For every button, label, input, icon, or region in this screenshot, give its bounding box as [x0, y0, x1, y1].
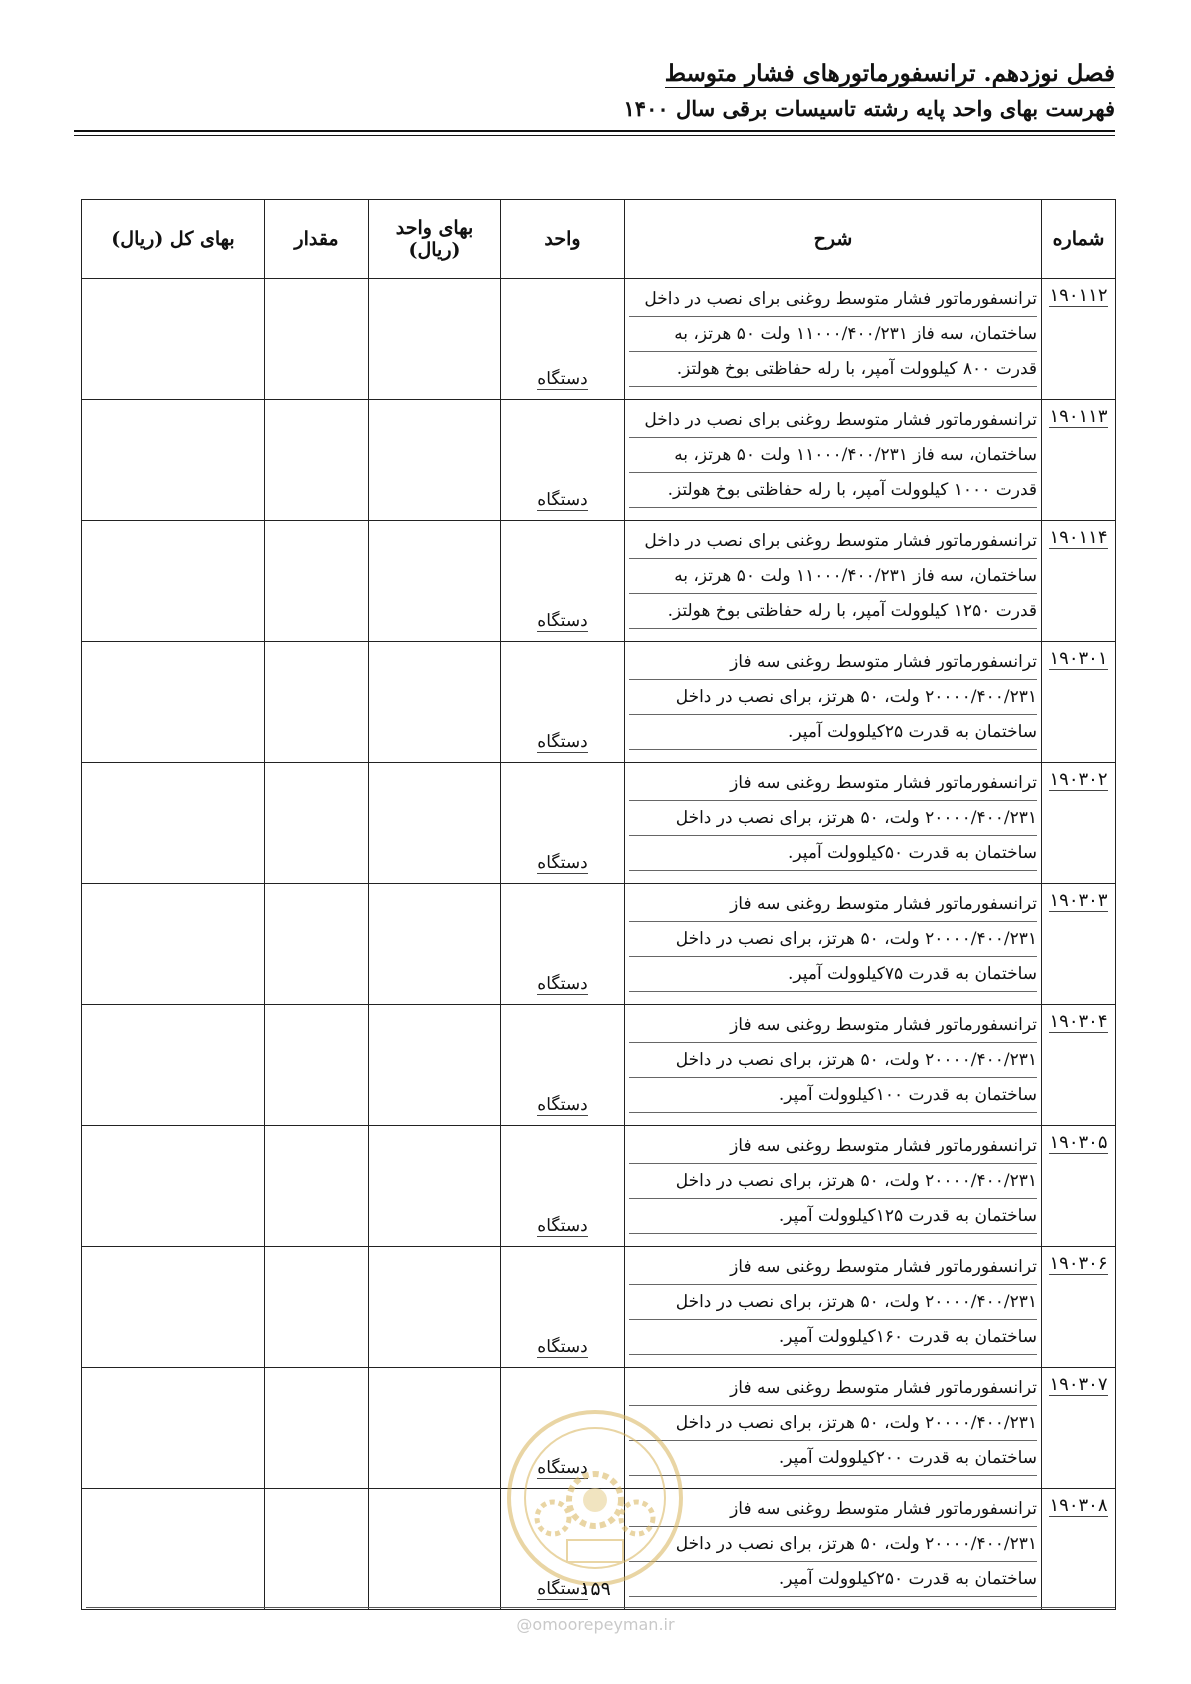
description-line: ترانسفورماتور فشار متوسط روغنی برای نصب در داخل	[629, 282, 1037, 317]
item-unit-price-cell	[369, 1126, 501, 1247]
table-row	[82, 279, 1116, 400]
description-line: قدرت ۱۰۰۰ کیلوولت آمپر، با رله حفاظتی بوخ هولتز.	[629, 473, 1037, 508]
item-description	[625, 521, 1042, 642]
description-line: ساختمان به قدرت ۷۵کیلوولت آمپر.	[629, 957, 1037, 992]
item-qty-cell	[265, 1368, 369, 1489]
description-line: ۲۰۰۰۰/۴۰۰/۲۳۱ ولت، ۵۰ هرتز، برای نصب در داخل	[629, 1043, 1037, 1078]
description-line: ترانسفورماتور فشار متوسط روغنی سه فاز	[629, 887, 1037, 922]
item-unit-price-cell	[369, 884, 501, 1005]
description-line: ۲۰۰۰۰/۴۰۰/۲۳۱ ولت، ۵۰ هرتز، برای نصب در داخل	[629, 922, 1037, 957]
item-unit-price-cell	[369, 1005, 501, 1126]
table-row	[82, 1126, 1116, 1247]
item-code: ۱۹۰۱۱۴	[1042, 521, 1116, 642]
chapter-title: فصل نوزدهم. ترانسفورماتورهای فشار متوسط	[664, 60, 1115, 87]
table-row	[82, 884, 1116, 1005]
item-unit: دستگاه	[501, 642, 625, 763]
price-table	[81, 199, 1116, 1610]
description-line: ساختمان، سه فاز ۱۱۰۰۰/۴۰۰/۲۳۱ ولت ۵۰ هرتز، به	[629, 317, 1037, 352]
item-unit-price-cell	[369, 1247, 501, 1368]
description-line: ساختمان به قدرت ۱۲۵کیلوولت آمپر.	[629, 1199, 1037, 1234]
page-number: ۱۵۹	[580, 1578, 611, 1600]
description-line: ترانسفورماتور فشار متوسط روغنی سه فاز	[629, 1129, 1037, 1164]
item-total-cell	[82, 1126, 265, 1247]
item-qty-cell	[265, 279, 369, 400]
item-qty-cell	[265, 763, 369, 884]
col-header-code: شماره	[1042, 200, 1116, 279]
table-row	[82, 400, 1116, 521]
item-unit: دستگاه	[501, 400, 625, 521]
header-rule-thick	[74, 130, 1115, 132]
item-unit: دستگاه	[501, 279, 625, 400]
item-unit: دستگاه	[501, 1489, 625, 1610]
item-total-cell	[82, 1368, 265, 1489]
item-total-cell	[82, 1247, 265, 1368]
item-code: ۱۹۰۳۰۳	[1042, 884, 1116, 1005]
item-unit: دستگاه	[501, 1368, 625, 1489]
table-row	[82, 1005, 1116, 1126]
description-line: ترانسفورماتور فشار متوسط روغنی سه فاز	[629, 645, 1037, 680]
description-line: ساختمان به قدرت ۱۶۰کیلوولت آمپر.	[629, 1320, 1037, 1355]
item-description	[625, 279, 1042, 400]
description-line: ۲۰۰۰۰/۴۰۰/۲۳۱ ولت، ۵۰ هرتز، برای نصب در داخل	[629, 1527, 1037, 1562]
item-qty-cell	[265, 1005, 369, 1126]
description-line: ساختمان به قدرت ۲۰۰کیلوولت آمپر.	[629, 1441, 1037, 1476]
item-description	[625, 1247, 1042, 1368]
item-code: ۱۹۰۳۰۶	[1042, 1247, 1116, 1368]
list-title: فهرست بهای واحد پایه رشته تاسیسات برقی سال ۱۴۰۰	[623, 96, 1115, 121]
item-unit: دستگاه	[501, 1005, 625, 1126]
description-line: ترانسفورماتور فشار متوسط روغنی سه فاز	[629, 1008, 1037, 1043]
description-line: ترانسفورماتور فشار متوسط روغنی سه فاز	[629, 1371, 1037, 1406]
description-line: ساختمان به قدرت ۲۵۰کیلوولت آمپر.	[629, 1562, 1037, 1597]
item-qty-cell	[265, 884, 369, 1005]
description-line: ساختمان، سه فاز ۱۱۰۰۰/۴۰۰/۲۳۱ ولت ۵۰ هرتز، به	[629, 438, 1037, 473]
item-total-cell	[82, 279, 265, 400]
item-unit-price-cell	[369, 1368, 501, 1489]
item-total-cell	[82, 1005, 265, 1126]
item-description	[625, 884, 1042, 1005]
col-header-unit: واحد	[501, 200, 625, 279]
item-total-cell	[82, 400, 265, 521]
item-qty-cell	[265, 1126, 369, 1247]
item-unit: دستگاه	[501, 1247, 625, 1368]
item-code: ۱۹۰۳۰۵	[1042, 1126, 1116, 1247]
header-rule-thin	[74, 135, 1115, 136]
item-code: ۱۹۰۳۰۲	[1042, 763, 1116, 884]
table-row	[82, 642, 1116, 763]
item-unit-price-cell	[369, 642, 501, 763]
description-line: قدرت ۱۲۵۰ کیلوولت آمپر، با رله حفاظتی بوخ هولتز.	[629, 594, 1037, 629]
item-code: ۱۹۰۱۱۳	[1042, 400, 1116, 521]
description-line: ۲۰۰۰۰/۴۰۰/۲۳۱ ولت، ۵۰ هرتز، برای نصب در داخل	[629, 1406, 1037, 1441]
description-line: ترانسفورماتور فشار متوسط روغنی سه فاز	[629, 1250, 1037, 1285]
table-row	[82, 1247, 1116, 1368]
description-line: ساختمان به قدرت ۲۵کیلوولت آمپر.	[629, 715, 1037, 750]
description-line: ساختمان به قدرت ۱۰۰کیلوولت آمپر.	[629, 1078, 1037, 1113]
description-line: ساختمان به قدرت ۵۰کیلوولت آمپر.	[629, 836, 1037, 871]
item-qty-cell	[265, 1247, 369, 1368]
item-unit: دستگاه	[501, 1126, 625, 1247]
description-line: ترانسفورماتور فشار متوسط روغنی برای نصب در داخل	[629, 524, 1037, 559]
item-unit-price-cell	[369, 400, 501, 521]
description-line: قدرت ۸۰۰ کیلوولت آمپر، با رله حفاظتی بوخ هولتز.	[629, 352, 1037, 387]
item-unit-price-cell	[369, 763, 501, 884]
col-header-unit-price: بهای واحد (ریال)	[369, 200, 501, 279]
item-total-cell	[82, 763, 265, 884]
item-unit-price-cell	[369, 279, 501, 400]
col-header-qty: مقدار	[265, 200, 369, 279]
item-unit: دستگاه	[501, 763, 625, 884]
description-line: ۲۰۰۰۰/۴۰۰/۲۳۱ ولت، ۵۰ هرتز، برای نصب در داخل	[629, 1285, 1037, 1320]
col-header-desc: شرح	[625, 200, 1042, 279]
description-line: ترانسفورماتور فشار متوسط روغنی سه فاز	[629, 1492, 1037, 1527]
item-qty-cell	[265, 400, 369, 521]
item-code: ۱۹۰۳۰۷	[1042, 1368, 1116, 1489]
table-header-row	[82, 200, 1116, 279]
item-code: ۱۹۰۳۰۱	[1042, 642, 1116, 763]
footer-rule	[86, 1607, 1115, 1608]
item-unit-price-cell	[369, 521, 501, 642]
description-line: ۲۰۰۰۰/۴۰۰/۲۳۱ ولت، ۵۰ هرتز، برای نصب در داخل	[629, 801, 1037, 836]
item-code: ۱۹۰۱۱۲	[1042, 279, 1116, 400]
item-description	[625, 1126, 1042, 1247]
item-code: ۱۹۰۳۰۴	[1042, 1005, 1116, 1126]
description-line: ۲۰۰۰۰/۴۰۰/۲۳۱ ولت، ۵۰ هرتز، برای نصب در داخل	[629, 1164, 1037, 1199]
col-header-total: بهای کل (ریال)	[82, 200, 265, 279]
description-line: ترانسفورماتور فشار متوسط روغنی سه فاز	[629, 766, 1037, 801]
seal-watermark-icon	[505, 1408, 685, 1588]
item-unit: دستگاه	[501, 521, 625, 642]
item-qty-cell	[265, 642, 369, 763]
description-line: ۲۰۰۰۰/۴۰۰/۲۳۱ ولت، ۵۰ هرتز، برای نصب در داخل	[629, 680, 1037, 715]
description-line: ترانسفورماتور فشار متوسط روغنی برای نصب در داخل	[629, 403, 1037, 438]
item-description	[625, 1368, 1042, 1489]
description-line: ساختمان، سه فاز ۱۱۰۰۰/۴۰۰/۲۳۱ ولت ۵۰ هرتز، به	[629, 559, 1037, 594]
item-total-cell	[82, 521, 265, 642]
table-row	[82, 521, 1116, 642]
item-unit: دستگاه	[501, 884, 625, 1005]
item-description	[625, 1005, 1042, 1126]
item-description	[625, 763, 1042, 884]
item-description	[625, 400, 1042, 521]
website-watermark: @omoorepeyman.ir	[516, 1615, 675, 1634]
item-total-cell	[82, 642, 265, 763]
item-description	[625, 642, 1042, 763]
item-total-cell	[82, 884, 265, 1005]
table-row	[82, 763, 1116, 884]
item-qty-cell	[265, 521, 369, 642]
item-code: ۱۹۰۳۰۸	[1042, 1489, 1116, 1610]
page-header	[65, 58, 1115, 126]
